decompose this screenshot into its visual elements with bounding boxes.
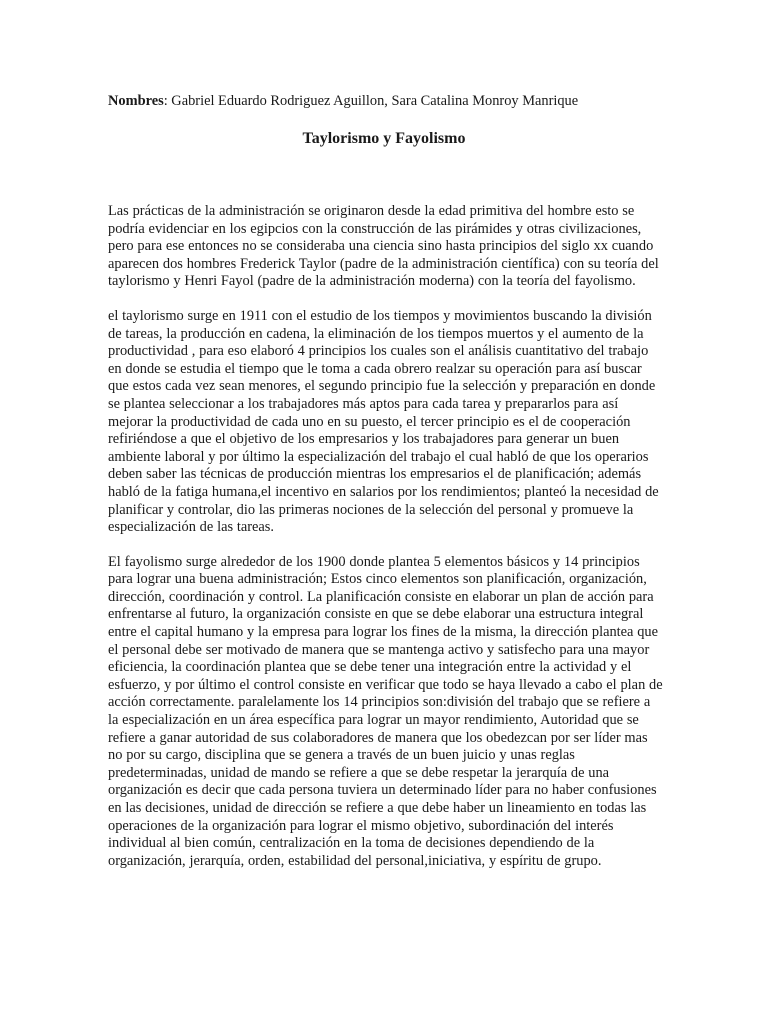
- authors-line: [108, 92, 668, 110]
- document-title: Taylorismo y Fayolismo: [302, 130, 466, 147]
- paragraph-intro: Las prácticas de la administración se originaron desde la edad primitiva del hombre esto se podría evidenciar en los egipcios con la construcción de las pirámides y otras civilizaciones, pero para ese entonces no se consideraba una ciencia sino hasta principios del siglo xx cuando aparecen dos hombres Frederick Taylor (padre de la administración científica) con su teoría del taylorismo y Henri Fayol (padre de la administración moderna) con la teoría del fayolismo.: [108, 203, 659, 290]
- authors-names: : Gabriel Eduardo Rodriguez Aguillon, Sara Catalina Monroy Manrique: [163, 93, 579, 109]
- authors-label: Nombres: [108, 93, 164, 109]
- document-body: [108, 203, 664, 887]
- paragraph-taylorismo: el taylorismo surge en 1911 con el estudio de los tiempos y movimientos buscando la división de tareas, la producción en cadena, la eliminación de los tiempos muertos y el aumento de la productividad , para eso elaboró 4 principios los cuales son el análisis cuantitativo del trabajo en donde se estudia el tiempo que le toma a cada obrero realzar su operación para así buscar que estos cada vez sean menores, el segundo principio fue la selección y preparación en donde se plantea seleccionar a los trabajadores más aptos para cada tarea y prepararlos para así mejorar la productividad de cada uno en su puesto, el tercer principio es el de cooperación refiriéndose a que el objetivo de los empresarios y los trabajadores para generar un buen ambiente laboral y por último la especialización del trabajo el cual habló de que los operarios deben saber las técnicas de producción mientras los empresarios el de planificación; además habló de la fatiga humana,el incentivo en salarios por los rendimientos; planteó la necesidad de planificar y controlar, dio las primeras nociones de la selección del personal y promueve la especialización de las tareas.: [108, 307, 659, 536]
- paragraph-fayolismo: El fayolismo surge alrededor de los 1900 donde plantea 5 elementos básicos y 14 principios para lograr una buena administración; Estos cinco elementos son planificación, organización, dirección, coordinación y control. La planificación consiste en elaborar un plan de acción para enfrentarse al futuro, la organización consiste en que se debe elaborar una estructura integral entre el capital humano y la empresa para lograr los fines de la misma, la dirección plantea que el personal debe ser motivado de manera que se mantenga activo y satisfecho para una mayor eficiencia, la coordinación plantea que se debe tener una integración entre la actividad y el esfuerzo, y por último el control consiste en verificar que todo se haya llevado a cabo el plan de acción correctamente. paralelamente los 14 principios son:división del trabajo que se refiere a la especialización en un área específica para lograr un mayor rendimiento, Autoridad que se refiere a ganar autoridad de sus colaboradores de manera que los obedezcan por ser líder mas no por su cargo, disciplina que se genera a través de un buen juicio y unas reglas predeterminadas, unidad de mando se refiere a que se debe respetar la jerarquía de una organización es decir que cada persona tuviera un determinado líder para no haber confusiones en las decisiones, unidad de dirección se refiere a que debe haber un lineamiento en todas las operaciones de la organización para lograr el mismo objetivo, subordinación del interés individual al bien común, centralización en la toma de decisiones dependiendo de la organización, jerarquía, orden, estabilidad del personal,iniciativa, y espíritu de grupo.: [108, 553, 663, 869]
